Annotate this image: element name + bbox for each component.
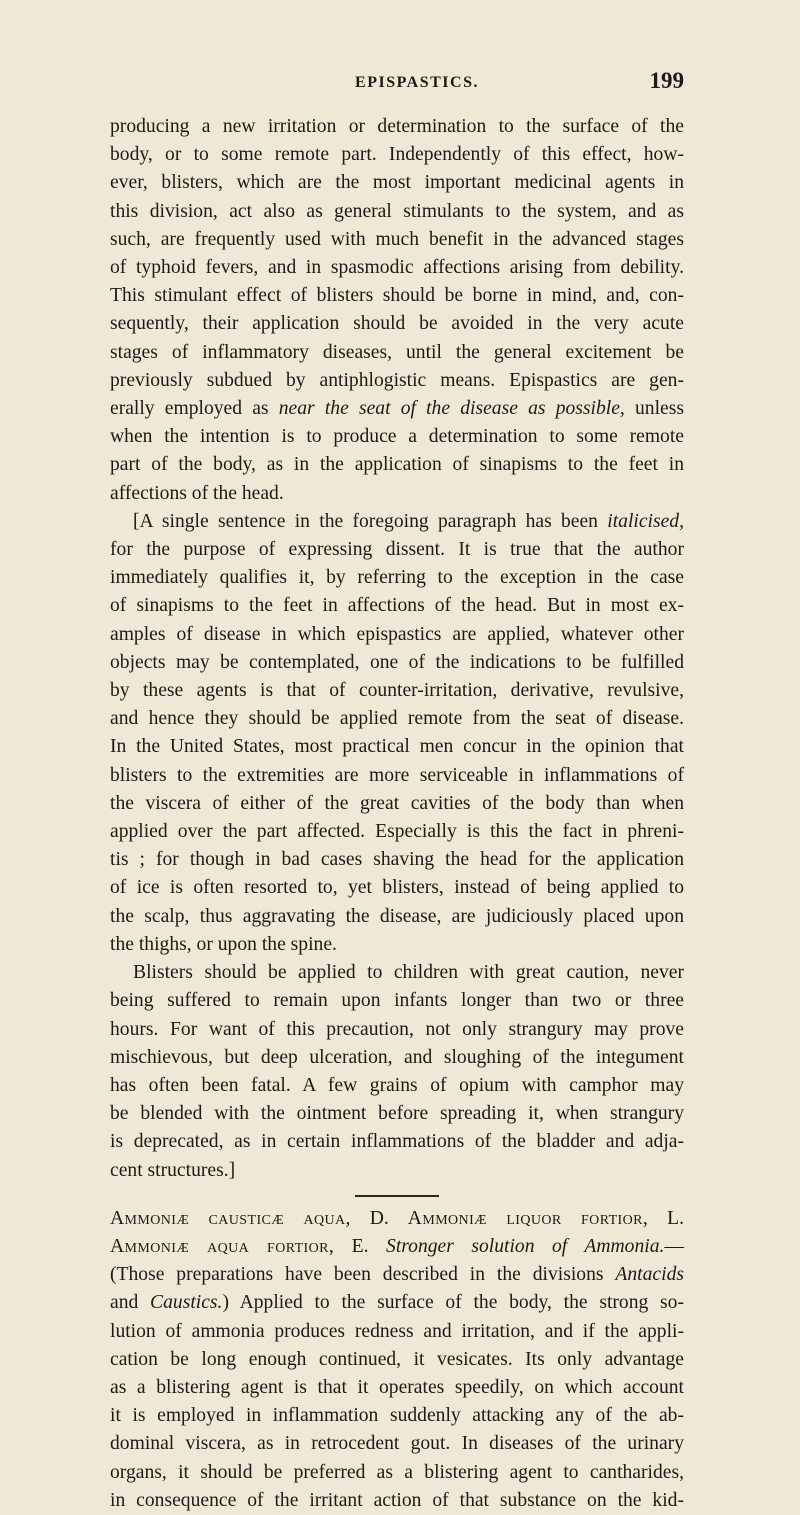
entry-heading-line xyxy=(110,1233,684,1261)
text-run: and xyxy=(110,1292,151,1314)
text-line: dominal viscera, as in retrocedent gout. In diseases of the urinary xyxy=(110,1433,684,1455)
text-line: of sinapisms to the feet in affections of the head. But in most ex- xyxy=(110,595,684,617)
paragraph-editor-note xyxy=(110,508,684,959)
text-line: body, or to some remote part. Independently of this effect, how- xyxy=(110,144,684,166)
text-line: of ice is often resorted to, yet blisters, instead of being applied to xyxy=(110,877,684,899)
text-run: unless xyxy=(624,398,684,420)
body-text xyxy=(110,113,684,1515)
paragraph-blisters-children xyxy=(110,959,684,1185)
running-title: EPISPASTICS. xyxy=(355,74,479,91)
drug-name: Ammoniæ aqua fortior, xyxy=(110,1235,335,1257)
text-line: part of the body, as in the application of sinapisms to the feet in xyxy=(110,454,684,476)
italic-phrase: Stronger solution of Ammonia. xyxy=(386,1235,665,1257)
text-line: the thighs, or upon the spine. xyxy=(110,933,337,955)
italic-phrase: Caustics. xyxy=(150,1292,223,1314)
text-line: applied over the part affected. Especially is this the fact in phreni- xyxy=(110,821,684,843)
text-line: of typhoid fevers, and in spasmodic affections arising from debility. xyxy=(110,257,684,279)
text-line: such, are frequently used with much benefit in the advanced stages xyxy=(110,228,684,250)
text-line-italic-phrase xyxy=(110,1261,684,1289)
text-line: lution of ammonia produces redness and irritation, and if the appli- xyxy=(110,1320,684,1342)
text-line: is deprecated, as in certain inflammations of the bladder and adja- xyxy=(110,1131,684,1153)
text-run: L. xyxy=(648,1207,684,1229)
text-run: — xyxy=(664,1235,684,1257)
italic-phrase: Antacids xyxy=(615,1264,684,1286)
text-line: immediately qualifies it, by referring to the exception in the case xyxy=(110,567,684,589)
text-line: cation be long enough continued, it vesicates. Its only advantage xyxy=(110,1348,684,1370)
text-line: mischievous, but deep ulceration, and sloughing of the integument xyxy=(110,1046,684,1068)
text-line: stages of inflammatory diseases, until the general excitement be xyxy=(110,341,684,363)
entry-heading-line xyxy=(110,1205,684,1233)
drug-name: Ammoniæ causticæ aqua, xyxy=(110,1207,351,1229)
text-run: erally employed as xyxy=(110,398,279,420)
text-line: organs, it should be preferred as a blistering agent to cantharides, xyxy=(110,1461,684,1483)
text-line: and hence they should be applied remote from the seat of disease. xyxy=(110,708,684,730)
text-line: producing a new irritation or determination to the surface of the xyxy=(110,116,684,137)
text-line: when the intention is to produce a determination to some remote xyxy=(110,426,684,448)
text-line: In the United States, most practical men concur in the opinion that xyxy=(110,736,684,758)
text-line-italic-phrase xyxy=(110,1289,684,1317)
text-line: Blisters should be applied to children with great caution, never xyxy=(133,962,684,984)
text-run: E. xyxy=(334,1235,387,1257)
text-run: ) Applied to the surface of the body, the strong so- xyxy=(222,1292,684,1314)
text-line: by these agents is that of counter-irritation, derivative, revulsive, xyxy=(110,680,684,702)
text-line: tis ; for though in bad cases shaving the head for the application xyxy=(110,849,684,871)
text-line: as a blistering agent is that it operates speedily, on which account xyxy=(110,1376,684,1398)
text-line: be blended with the ointment before spreading it, when strangury xyxy=(110,1103,684,1125)
text-line: ever, blisters, which are the most important medicinal agents in xyxy=(110,172,684,194)
text-line: has often been fatal. A few grains of opium with camphor may xyxy=(110,1074,684,1096)
italic-phrase: italicised, xyxy=(607,510,684,532)
page-number: 199 xyxy=(649,68,684,93)
text-line: for the purpose of expressing dissent. It is true that the author xyxy=(110,539,684,561)
drug-name: Ammoniæ liquor fortior, xyxy=(407,1207,649,1229)
text-line: objects may be contemplated, one of the indications to be fulfilled xyxy=(110,651,684,673)
text-line: in consequence of the irritant action of that substance on the kid- xyxy=(110,1489,684,1511)
text-line: blisters to the extremities are more serviceable in inflammations of xyxy=(110,764,684,786)
text-line: This stimulant effect of blisters should be borne in mind, and, con- xyxy=(110,285,684,307)
italic-phrase: near the seat of the disease as possible, xyxy=(278,398,625,420)
text-line: affections of the head. xyxy=(110,482,284,504)
text-run: D. xyxy=(350,1207,408,1229)
text-run: (Those preparations have been described in the divisions xyxy=(110,1264,616,1286)
paragraph-epispastics-continued xyxy=(110,113,684,508)
text-line: amples of disease in which epispastics are applied, whatever other xyxy=(110,623,684,645)
section-divider xyxy=(355,1195,439,1197)
text-line: this division, act also as general stimulants to the system, and as xyxy=(110,200,684,222)
text-line: the viscera of either of the great cavities of the body than when xyxy=(110,792,684,814)
text-line: sequently, their application should be avoided in the very acute xyxy=(110,313,684,335)
text-line: previously subdued by antiphlogistic means. Epispastics are gen- xyxy=(110,369,684,391)
text-line: the scalp, thus aggravating the disease, are judiciously placed upon xyxy=(110,905,684,927)
paragraph-ammonia-entry xyxy=(110,1205,684,1515)
text-line: cent structures.] xyxy=(110,1159,236,1181)
text-line: it is employed in inflammation suddenly attacking any of the ab- xyxy=(110,1405,684,1427)
text-line: hours. For want of this precaution, not only strangury may prove xyxy=(110,1018,684,1040)
text-run: [A single sentence in the foregoing paragraph has been xyxy=(133,510,608,532)
text-line-italic-phrase xyxy=(110,508,684,536)
running-head xyxy=(110,66,684,106)
text-line: being suffered to remain upon infants longer than two or three xyxy=(110,990,684,1012)
text-line-italic-phrase xyxy=(110,395,684,423)
